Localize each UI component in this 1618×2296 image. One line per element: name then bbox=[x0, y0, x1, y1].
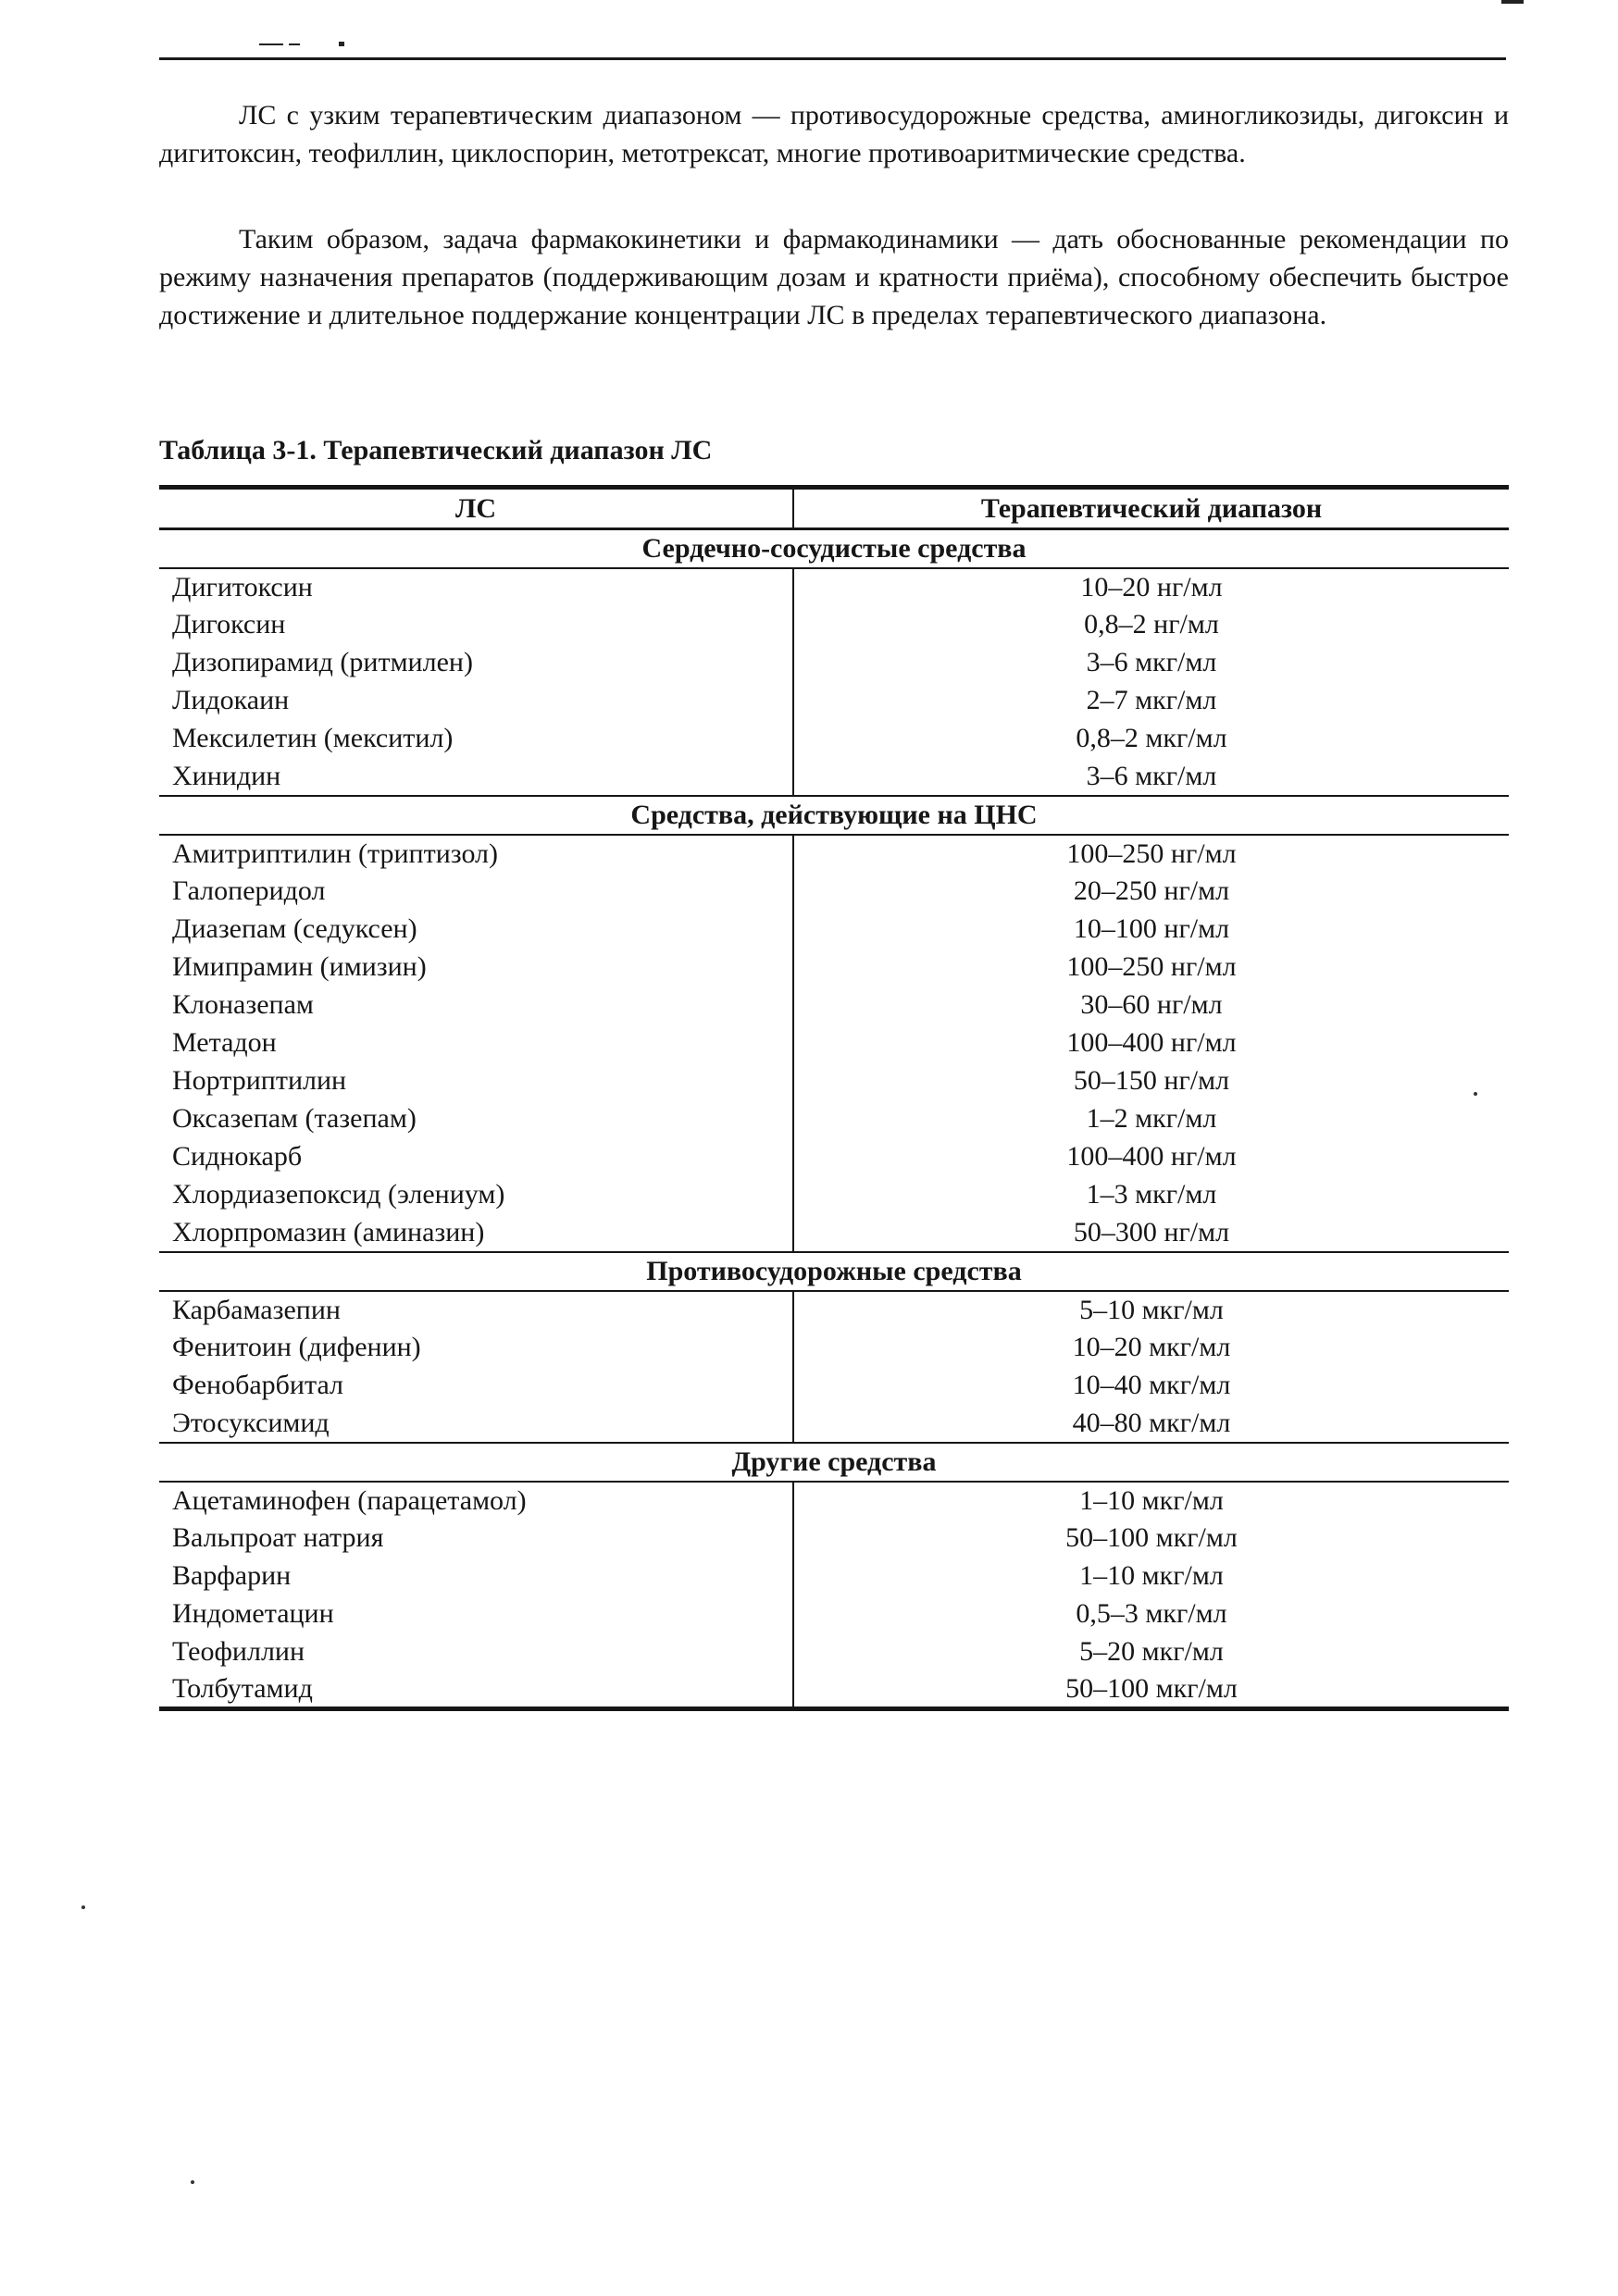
drug-name-cell: Дигитоксин bbox=[159, 568, 793, 606]
table-row bbox=[159, 1024, 1509, 1062]
drug-name-cell: Варфарин bbox=[159, 1558, 793, 1595]
table-row bbox=[159, 568, 1509, 606]
range-cell: 50–100 мкг/мл bbox=[1065, 1522, 1238, 1553]
table-row bbox=[159, 1291, 1509, 1329]
table-row bbox=[159, 1633, 1509, 1671]
table-row bbox=[159, 1329, 1509, 1367]
drug-name-cell: Хинидин bbox=[159, 758, 793, 796]
drug-name-cell: Толбутамид bbox=[159, 1671, 793, 1709]
scan-mark bbox=[289, 43, 300, 45]
table-row bbox=[159, 1062, 1509, 1100]
range-cell: 10–20 нг/мл bbox=[1080, 571, 1223, 602]
range-cell: 5–20 мкг/мл bbox=[1079, 1636, 1224, 1667]
scan-mark bbox=[339, 42, 344, 46]
table-group bbox=[159, 1443, 1509, 1709]
scan-speck bbox=[191, 2180, 194, 2184]
range-cell: 100–400 нг/мл bbox=[1066, 1141, 1237, 1172]
range-cell: 1–2 мкг/мл bbox=[1086, 1103, 1217, 1134]
table-group bbox=[159, 529, 1509, 796]
range-cell: 30–60 нг/мл bbox=[1080, 989, 1223, 1020]
table-row bbox=[159, 1100, 1509, 1138]
table-row bbox=[159, 1520, 1509, 1558]
table-row bbox=[159, 1405, 1509, 1443]
section-header-row bbox=[159, 796, 1509, 835]
range-cell: 20–250 нг/мл bbox=[1073, 875, 1230, 906]
range-cell: 0,8–2 мкг/мл bbox=[1076, 723, 1227, 753]
range-cell: 0,5–3 мкг/мл bbox=[1076, 1598, 1227, 1629]
range-cell: 100–250 нг/мл bbox=[1066, 838, 1237, 869]
table-row bbox=[159, 1482, 1509, 1520]
range-cell: 2–7 мкг/мл bbox=[1086, 685, 1217, 715]
table-row bbox=[159, 1558, 1509, 1595]
table-row bbox=[159, 873, 1509, 911]
scan-speck bbox=[81, 1905, 85, 1909]
range-cell: 10–40 мкг/мл bbox=[1072, 1370, 1231, 1400]
drug-name-cell: Карбамазепин bbox=[159, 1291, 793, 1329]
drug-name-cell: Мексилетин (мекситил) bbox=[159, 720, 793, 758]
drug-name-cell: Клоназепам bbox=[159, 987, 793, 1024]
table-row bbox=[159, 1138, 1509, 1176]
drug-name-cell: Метадон bbox=[159, 1024, 793, 1062]
drug-name-cell: Имипрамин (имизин) bbox=[159, 949, 793, 987]
drug-name-cell: Диазепам (седуксен) bbox=[159, 911, 793, 949]
range-cell: 3–6 мкг/мл bbox=[1086, 760, 1217, 791]
range-cell: 100–250 нг/мл bbox=[1066, 951, 1237, 982]
table-row bbox=[159, 1367, 1509, 1405]
drug-name-cell: Сиднокарб bbox=[159, 1138, 793, 1176]
table-header-row bbox=[159, 488, 1509, 529]
table-group bbox=[159, 796, 1509, 1252]
body-paragraph: ЛС с узким терапевтическим диапазоном — противосудорожные средства, аминогликозиды, дигоксин и дигитоксин, теофиллин, циклоспорин, метотрексат, многие противоаритмические средства. bbox=[159, 100, 1509, 168]
drug-name-cell: Хлорпромазин (аминазин) bbox=[159, 1214, 793, 1252]
range-cell: 3–6 мкг/мл bbox=[1086, 647, 1217, 677]
range-cell: 50–150 нг/мл bbox=[1073, 1065, 1230, 1096]
table-row bbox=[159, 1671, 1509, 1709]
drug-name-cell: Фенобарбитал bbox=[159, 1367, 793, 1405]
table-row bbox=[159, 682, 1509, 720]
drug-name-cell: Хлордиазепоксид (элениум) bbox=[159, 1176, 793, 1214]
header-rule bbox=[159, 57, 1506, 60]
section-header-row bbox=[159, 529, 1509, 568]
table-row bbox=[159, 1595, 1509, 1633]
section-title: Средства, действующие на ЦНС bbox=[159, 796, 1509, 835]
drug-name-cell: Лидокаин bbox=[159, 682, 793, 720]
range-cell: 10–20 мкг/мл bbox=[1072, 1332, 1231, 1362]
drug-name-cell: Дигоксин bbox=[159, 606, 793, 644]
section-header-row bbox=[159, 1252, 1509, 1291]
range-cell: 5–10 мкг/мл bbox=[1079, 1294, 1224, 1325]
scan-mark bbox=[1501, 0, 1524, 4]
range-cell: 40–80 мкг/мл bbox=[1072, 1407, 1231, 1438]
drug-name-cell: Индометацин bbox=[159, 1595, 793, 1633]
drug-name-cell: Дизопирамид (ритмилен) bbox=[159, 644, 793, 682]
drug-name-cell: Ацетаминофен (парацетамол) bbox=[159, 1482, 793, 1520]
scan-speck bbox=[1474, 1092, 1477, 1096]
range-cell: 100–400 нг/мл bbox=[1066, 1027, 1237, 1058]
drug-name-cell: Оксазепам (тазепам) bbox=[159, 1100, 793, 1138]
range-cell: 1–3 мкг/мл bbox=[1086, 1179, 1217, 1210]
drug-name-cell: Амитриптилин (триптизол) bbox=[159, 835, 793, 873]
table-row bbox=[159, 1176, 1509, 1214]
drug-name-cell: Нортриптилин bbox=[159, 1062, 793, 1100]
range-cell: 1–10 мкг/мл bbox=[1079, 1560, 1224, 1591]
table-row bbox=[159, 835, 1509, 873]
range-cell: 50–100 мкг/мл bbox=[793, 1671, 1509, 1709]
table-caption: Таблица 3-1. Терапевтический диапазон ЛС bbox=[159, 435, 713, 465]
range-cell: 1–10 мкг/мл bbox=[1079, 1484, 1224, 1516]
table-row bbox=[159, 720, 1509, 758]
drug-name-cell: Вальпроат натрия bbox=[159, 1520, 793, 1558]
table-row bbox=[159, 758, 1509, 796]
table-row bbox=[159, 644, 1509, 682]
drug-name-cell: Галоперидол bbox=[159, 873, 793, 911]
column-header-range: Терапевтический диапазон bbox=[793, 488, 1509, 529]
range-cell: 50–300 нг/мл bbox=[1073, 1216, 1230, 1247]
table-row bbox=[159, 1214, 1509, 1252]
table-row bbox=[159, 949, 1509, 987]
drug-name-cell: Фенитоин (дифенин) bbox=[159, 1329, 793, 1367]
range-cell: 0,8–2 нг/мл bbox=[1084, 609, 1219, 639]
table-row bbox=[159, 911, 1509, 949]
therapeutic-range-table bbox=[159, 485, 1509, 1711]
body-paragraph: Таким образом, задача фармакокинетики и фармакодинамики — дать обоснованные рекомендации по режиму назначения препаратов (поддерживающим дозам и кратности приёма), способному обеспечить быстрое достижение и длительное поддержание концентрации ЛС в пределах терапевтического диапазона. bbox=[159, 224, 1509, 330]
section-title: Другие средства bbox=[159, 1443, 1509, 1482]
section-title: Противосудорожные средства bbox=[159, 1252, 1509, 1291]
table-row bbox=[159, 606, 1509, 644]
section-title: Сердечно-сосудистые средства bbox=[159, 529, 1509, 568]
drug-name-cell: Этосуксимид bbox=[159, 1405, 793, 1443]
range-cell: 10–100 нг/мл bbox=[1073, 913, 1230, 944]
scan-mark bbox=[259, 43, 283, 45]
column-header-drug: ЛС bbox=[159, 488, 793, 529]
table-group bbox=[159, 1252, 1509, 1443]
section-header-row bbox=[159, 1443, 1509, 1482]
table-row bbox=[159, 987, 1509, 1024]
drug-name-cell: Теофиллин bbox=[159, 1633, 793, 1671]
